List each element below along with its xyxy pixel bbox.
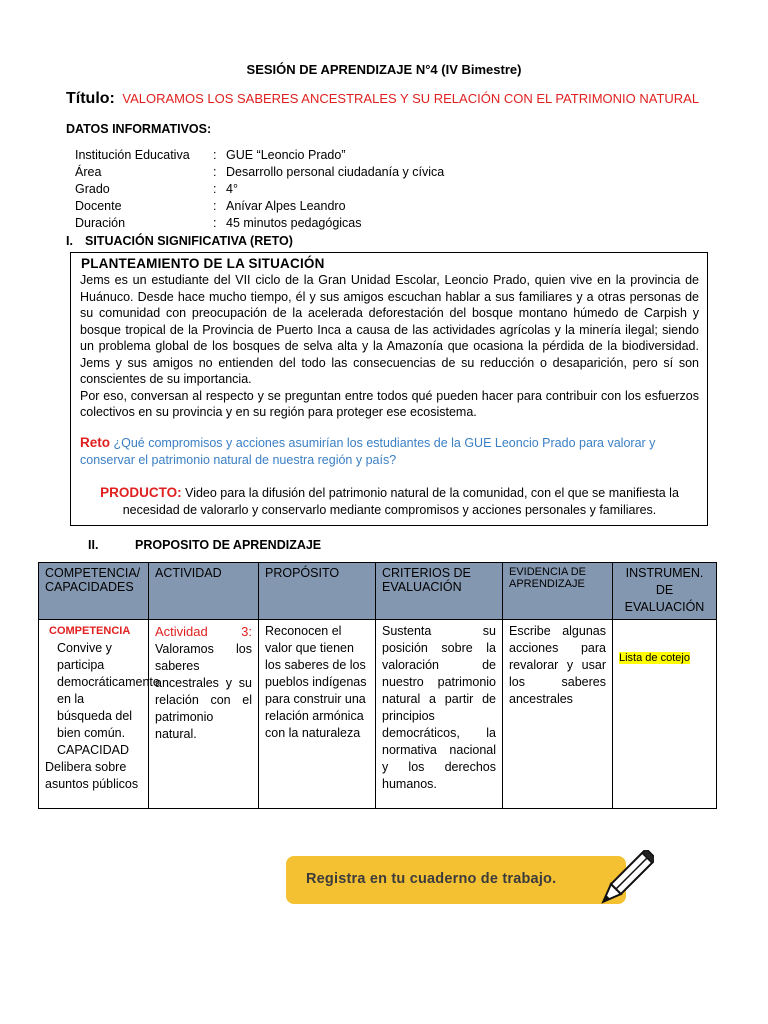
producto-block [80,484,699,519]
cell-instrumento [613,620,717,809]
info-label-area: Área [75,165,102,179]
reto-block [80,435,699,468]
cell-evidencia: Escribe algunas acciones para revalorar y usar los saberes ancestrales [503,620,613,809]
table-header-competencia: COMPETENCIA/ CAPACIDADES [39,563,149,620]
table-header-row [39,563,717,620]
table-header-actividad: ACTIVIDAD [149,563,259,620]
info-value-area: Desarrollo personal ciudadanía y cívica [226,165,445,179]
notebook-banner [286,856,626,904]
info-label-duracion: Duración [75,216,126,230]
banner-text: Registra en tu cuaderno de trabajo. [306,871,557,887]
cell-actividad [149,620,259,809]
situation-paragraph-1: Jems es un estudiante del VII ciclo de la Gran Unidad Escolar, Leoncio Prado, quien vive en la provincia de Huánuco. Desde hace mucho tiempo, él y sus amigos escuchan hablar a sus familiares y a otras personas de su comunidad con preocupación de la acelerada deforestación del bosque montano húmedo de Carpish y bosque tropical de la Provincia de Puerto Inca a causa de las actividades agrícolas y la minería ilegal; siendo un problema global de los bosques de selva alta y la Amazonía que ocasiona la pérdida de la biodiversidad. Jems y sus amigos no entienden del todo las consecuencias de su reducción o desaparición, pero sí son conscientes de su importancia. [80,273,699,386]
situation-box [70,252,708,526]
info-label-institucion: Institución Educativa [75,148,190,162]
info-value-duracion: 45 minutos pedagógicas [226,216,362,230]
producto-label: PRODUCTO: [100,485,182,500]
situation-body [80,272,699,421]
info-label-grado: Grado [75,182,110,196]
reto-label: Reto [80,435,110,450]
producto-text: Video para la difusión del patrimonio natural de la comunidad, con el que se manifiesta la necesidad de valorarlo y conservarlo mediante compromisos y acciones personales y familiares. [122,486,679,517]
session-title: SESIÓN DE APRENDIZAJE N°4 (IV Bimestre) [246,62,522,77]
cell-competencia [39,620,160,809]
capacidad-label: CAPACIDAD [57,743,130,757]
table-header-evidencia: EVIDENCIA DE APRENDIZAJE [503,563,613,620]
situation-heading: PLANTEAMIENTO DE LA SITUACIÓN [81,256,325,271]
title-text: VALORAMOS LOS SABERES ANCESTRALES Y SU RELACIÓN CON EL PATRIMONIO NATURAL [122,91,700,106]
instrumento-highlight: Lista de cotejo [619,652,690,664]
competencia-label: COMPETENCIA [49,625,131,637]
info-colon: : [213,165,217,179]
info-colon: : [213,182,217,196]
section-1-number: I. [66,234,73,248]
title-row [66,90,699,108]
table-header-criterios: CRITERIOS DE EVALUACIÓN [376,563,503,620]
info-value-grado: 4° [226,182,238,196]
proposito-table [38,562,717,809]
competencia-text: Convive y participa democráticamente en la búsqueda del bien común. [57,641,160,740]
pencil-icon [592,850,654,914]
actividad-label: Actividad 3: [155,624,252,639]
situation-paragraph-2: Por eso, conversan al respecto y se preguntan entre todos qué pueden hacer para contribuir con los esfuerzos colectivos en su provincia y en su región para proteger ese ecosistema. [80,388,699,419]
section-2-title: PROPOSITO DE APRENDIZAJE [135,538,322,552]
section-1-title: SITUACIÓN SIGNIFICATIVA (RETO) [85,234,293,248]
reto-text: ¿Qué compromisos y acciones asumirían los estudiantes de la GUE Leoncio Prado para valorar y conservar el patrimonio natural de nuestra región y país? [80,436,656,467]
section-2-number: II. [88,538,99,552]
datos-heading: DATOS INFORMATIVOS: [66,122,212,136]
cell-proposito: Reconocen el valor que tienen los saberes de los pueblos indígenas para construir una relación armónica con la naturaleza [259,620,376,809]
cell-criterios: Sustenta su posición sobre la valoración de nuestro patrimonio natural a partir de principios democráticos, la normativa nacional y los derechos humanos. [376,620,503,809]
actividad-text: Valoramos los saberes ancestrales y su relación con el patrimonio natural. [155,642,252,741]
table-header-proposito: PROPÓSITO [259,563,376,620]
title-label: Título: [66,90,115,107]
capacidad-text: Delibera sobre asuntos públicos [45,760,139,791]
info-colon: : [213,148,217,162]
info-colon: : [213,216,217,230]
info-label-docente: Docente [75,199,122,213]
info-value-docente: Anívar Alpes Leandro [226,199,346,213]
info-colon: : [213,199,217,213]
table-row [39,620,717,809]
info-value-institucion: GUE “Leoncio Prado” [226,148,346,162]
table-header-instrumento: INSTRUMEN. DE EVALUACIÓN [613,563,717,620]
